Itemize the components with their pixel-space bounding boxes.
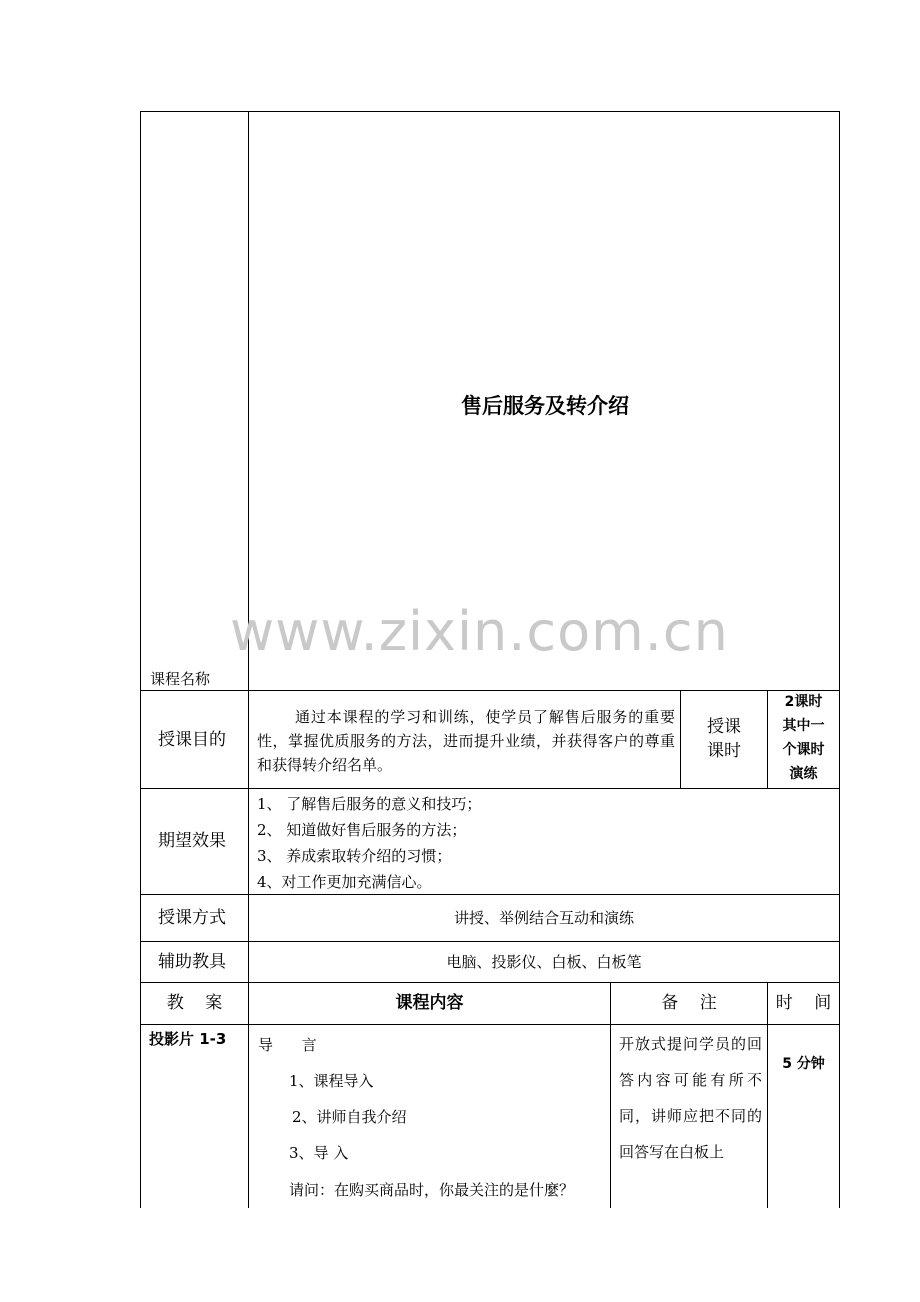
plan-header-col1: 教 案	[166, 993, 223, 1013]
row-divider	[140, 690, 840, 691]
effect-item: 1、 了解售后服务的意义和技巧；	[257, 795, 482, 813]
table-border-right	[839, 111, 840, 1208]
slide-label: 投影片 1-3	[149, 1030, 227, 1048]
time-value: 5 分钟	[782, 1056, 825, 1072]
hours-value-line3: 个课时	[782, 742, 825, 758]
content-line: 1、课程导入	[289, 1072, 374, 1090]
row-divider	[140, 788, 840, 789]
effect-item: 4、对工作更加充满信心。	[257, 873, 432, 891]
objective-text: 通过本课程的学习和训练，使学员了解售后服务的重要性，掌握优质服务的方法，进而提升业绩，并获得客户的尊重和获得转介绍名单。	[257, 708, 675, 774]
content-line: 2、讲师自我介绍	[292, 1108, 407, 1126]
course-name-label: 课程名称	[150, 670, 211, 688]
table-border-top	[140, 111, 840, 112]
content-line: 3、导 入	[289, 1144, 349, 1162]
effect-item: 2、 知道做好售后服务的方法；	[257, 821, 467, 839]
content-line: 请问：在购买商品时，你最关注的是什麼？	[289, 1181, 575, 1199]
tools-value: 电脑、投影仪、白板、白板笔	[446, 953, 642, 971]
plan-header-col4: 时 间	[775, 993, 832, 1013]
objective-label: 授课目的	[158, 730, 226, 750]
content-line: 导 言	[258, 1036, 317, 1054]
row-divider	[140, 982, 840, 983]
hours-label-line2: 课时	[707, 741, 741, 761]
plan-header-col2: 课程内容	[395, 993, 464, 1013]
method-label: 授课方式	[158, 908, 226, 928]
notes: 开放式提问学员的回答内容可能有所不同，讲师应把不同的回答写在白板上	[619, 1035, 762, 1161]
plan-header-col3: 备 注	[661, 993, 717, 1013]
hours-value-line4: 演练	[789, 766, 818, 782]
hours-value-line2: 其中一	[782, 718, 825, 734]
effect-item: 3、 养成索取转介绍的习惯；	[257, 847, 452, 865]
hours-label-line1: 授课	[707, 717, 741, 737]
row-divider	[140, 894, 840, 895]
row-divider	[140, 941, 840, 942]
course-title: 售后服务及转介绍	[461, 394, 629, 418]
table-border-left	[140, 111, 141, 1208]
tools-label: 辅助教具	[158, 952, 226, 972]
effect-label: 期望效果	[158, 831, 226, 851]
method-value: 讲授、举例结合互动和演练	[453, 909, 634, 927]
row-divider	[140, 1024, 840, 1025]
hours-value-line1: 2课时	[784, 694, 823, 710]
watermark: www.zixin.com.cn	[230, 600, 729, 663]
